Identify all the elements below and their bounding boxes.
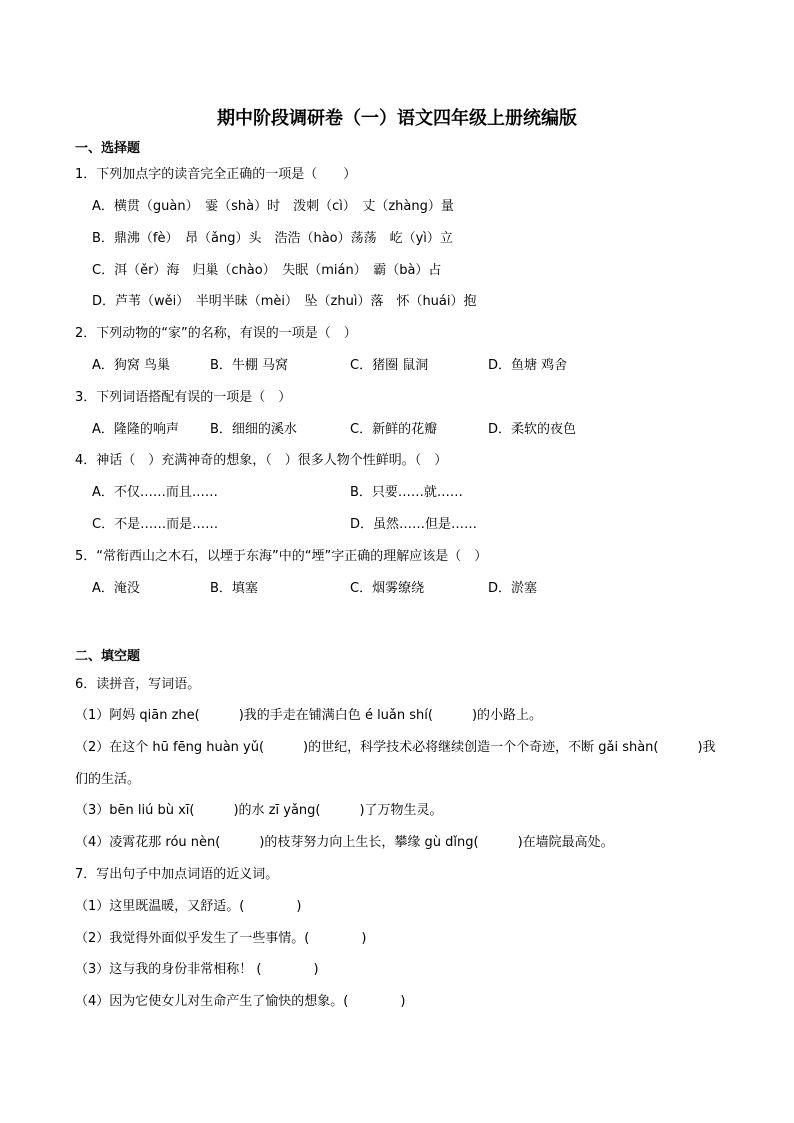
- question-5-option-d: D．淤塞: [488, 581, 538, 596]
- question-4-option-d: D．虽然……但是……: [350, 517, 478, 532]
- question-3-stem: 3．下列词语搭配有误的一项是（ ）: [75, 390, 292, 405]
- question-3-option-c: C．新鲜的花瓣: [350, 422, 438, 437]
- question-6-item-2: （2）在这个 hū fēng huàn yǔ( )的世纪，科学技术必将继续创造一个个奇迹，不断 gǎi shàn( )我: [75, 740, 716, 755]
- question-6-item-1: （1）阿妈 qiān zhe( )我的手走在铺满白色 é luǎn shí( )的小路上。: [75, 708, 543, 723]
- question-2-option-c: C．猪圈 鼠洞: [350, 358, 429, 373]
- question-7-item-1: （1）这里既温暖，又舒适。( ): [75, 899, 302, 914]
- question-6-item-3: （3）bēn liú bù xī( )的水 zī yǎng( )了万物生灵。: [75, 803, 443, 818]
- question-4-option-c: C．不是……而是……: [92, 517, 219, 532]
- question-7-item-2: （2）我觉得外面似乎发生了一些事情。( ): [75, 931, 367, 946]
- question-2-option-a: A．狗窝 鸟巢: [92, 358, 171, 373]
- question-1-option-d: D．芦苇（wěi） 半明半昧（mèi） 坠（zhuì）落 怀（huái）抱: [92, 294, 477, 309]
- question-7-item-3: （3）这与我的身份非常相称！ ( ): [75, 962, 319, 977]
- question-4-option-b: B．只要……就……: [350, 485, 463, 500]
- question-1-option-c: C．洱（ěr）海 归巢（chào） 失眠（mián） 霸（bà）占: [92, 263, 442, 278]
- question-7-item-4: （4）因为它使女儿对生命产生了愉快的想象。( ): [75, 994, 406, 1009]
- question-4-stem: 4．神话（ ）充满神奇的想象，（ ）很多人物个性鲜明。（ ）: [75, 453, 448, 468]
- question-5-option-b: B．填塞: [210, 581, 258, 596]
- question-4-option-a: A．不仅……而且……: [92, 485, 218, 500]
- question-5-option-a: A．淹没: [92, 581, 140, 596]
- section-heading-choice: 一、选择题: [75, 141, 141, 156]
- question-6-item-2-cont: 们的生活。: [75, 772, 141, 787]
- question-2-stem: 2．下列动物的“家”的名称，有误的一项是（ ）: [75, 326, 357, 341]
- question-5-stem: 5．“常衔西山之木石，以堙于东海”中的“堙”字正确的理解应该是（ ）: [75, 549, 488, 564]
- question-1-option-a: A．横贯（guàn） 霎（shà）时 泼刺（cì） 丈（zhàng）量: [92, 199, 454, 214]
- question-3-option-a: A．隆隆的响声: [92, 422, 179, 437]
- question-2-option-d: D．鱼塘 鸡舍: [488, 358, 568, 373]
- section-heading-fill: 二、填空题: [75, 649, 141, 664]
- question-6-item-4: （4）凌霄花那 róu nèn( )的枝芽努力向上生长，攀缘 gù dǐng( )在墙院最高处。: [75, 835, 614, 850]
- question-7-stem: 7．写出句子中加点词语的近义词。: [75, 867, 279, 882]
- page-title: 期中阶段调研卷（一）语文四年级上册统编版: [217, 108, 577, 129]
- question-1-stem: 1．下列加点字的读音完全正确的一项是（ ）: [75, 167, 357, 182]
- question-5-option-c: C．烟雾缭绕: [350, 581, 425, 596]
- question-1-option-b: B．鼎沸（fè） 昂（ǎng）头 浩浩（hào）荡荡 屹（yì）立: [92, 231, 453, 246]
- question-6-stem: 6．读拼音，写词语。: [75, 677, 201, 692]
- question-3-option-b: B．细细的溪水: [210, 422, 297, 437]
- question-2-option-b: B．牛棚 马窝: [210, 358, 289, 373]
- question-3-option-d: D．柔软的夜色: [488, 422, 577, 437]
